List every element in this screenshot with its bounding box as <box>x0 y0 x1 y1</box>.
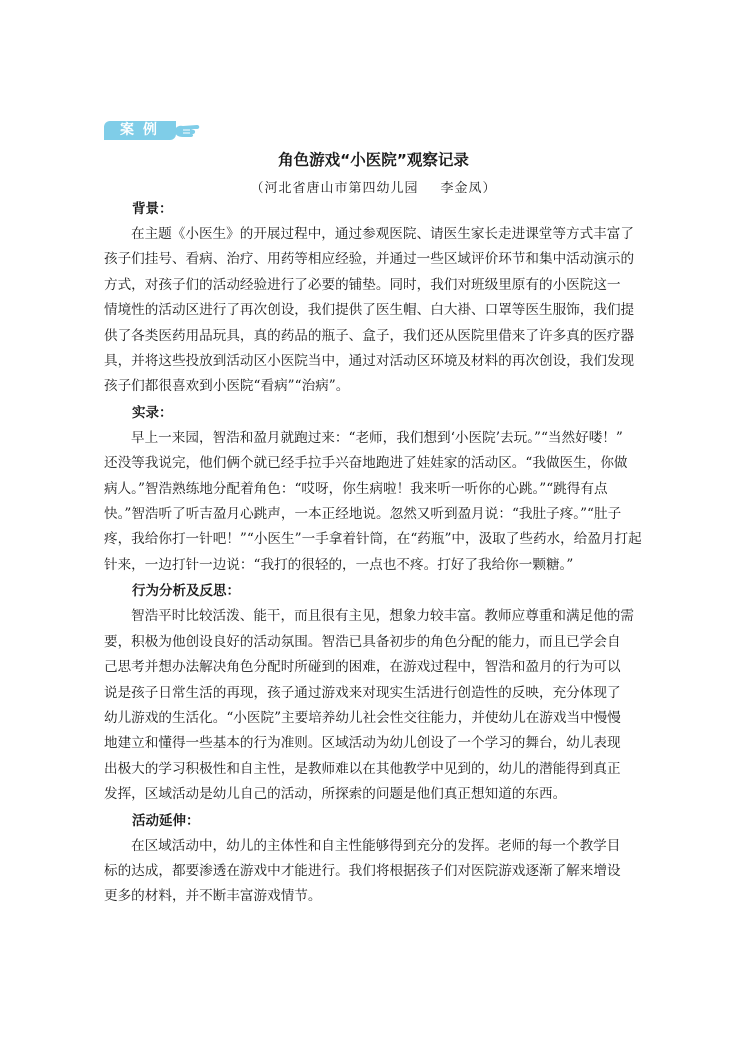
section-paragraph-analysis <box>104 604 650 807</box>
paragraph-line: 出极大的学习积极性和自主性，是教师难以在其他教学中见到的，幼儿的潜能得到真正 <box>104 760 621 777</box>
section-heading-analysis: 行为分析及反思： <box>132 583 240 600</box>
case-badge <box>104 121 203 140</box>
paragraph-line: 要，积极为他创设良好的活动氛围。智浩已具备初步的角色分配的能力，而且已学会自 <box>104 633 621 650</box>
byline-school: （河北省唐山市第四幼儿园 <box>250 181 419 196</box>
paragraph-line: 幼儿游戏的生活化。“小医院”主要培养幼儿社会性交往能力，并使幼儿在游戏当中慢慢 <box>104 709 621 726</box>
paragraph-line: 标的达成，都要渗透在游戏中才能进行。我们将根据孩子们对医院游戏逐渐了解来增设 <box>104 862 621 879</box>
paragraph-line: 病人。”智浩熟练地分配着角色：“哎呀，你生病啦！我来听一听你的心跳。”“跳得有点 <box>104 480 608 497</box>
paragraph-line: 供了各类医药用品玩具，真的药品的瓶子、盒子，我们还从医院里借来了许多真的医疗器 <box>104 327 635 344</box>
paragraph-line: 发挥，区域活动是幼儿自己的活动，所探索的问题是他们真正想知道的东西。 <box>104 786 567 803</box>
paragraph-line: 情境性的活动区进行了再次创设，我们提供了医生帽、白大褂、口罩等医生服饰，我们提 <box>104 302 635 319</box>
paragraph-line: 己思考并想办法解决角色分配时所碰到的困难，在游戏过程中，智浩和盈月的行为可以 <box>104 659 621 676</box>
paragraph-line: 孩子们都很喜欢到小医院“看病”“治病”。 <box>104 378 350 395</box>
article-body <box>104 196 650 910</box>
section-heading-record: 实录： <box>132 404 173 421</box>
byline <box>0 177 747 196</box>
paragraph-line: 说是孩子日常生活的再现，孩子通过游戏来对现实生活进行创造性的反映，充分体现了 <box>104 684 621 701</box>
paragraph-line: 疼，我给你打一针吧！”“小医生”一手拿着针筒，在“药瓶”中，汲取了些药水，给盈月打起 <box>104 531 642 548</box>
paragraph-line: 智浩平时比较活泼、能干，而且很有主见，想象力较丰富。教师应尊重和满足他的需 <box>131 608 634 625</box>
paragraph-line: 更多的材料，并不断丰富游戏情节。 <box>104 888 322 905</box>
page-title: 角色游戏“小医院”观察记录 <box>278 151 469 169</box>
paragraph-line: 在主题《小医生》的开展过程中，通过参观医院、请医生家长走进课堂等方式丰富了 <box>131 226 634 242</box>
paragraph-line: 针来，一边打针一边说：“我打的很轻的，一点也不疼。打好了我给你一颗糖。” <box>104 556 574 573</box>
section-paragraph-extension <box>104 834 650 910</box>
section-paragraph-background <box>104 222 650 400</box>
section-paragraph-record <box>104 426 650 578</box>
paragraph-line: 还没等我说完，他们俩个就已经手拉手兴奋地跑进了娃娃家的活动区。“我做医生，你做 <box>104 455 628 472</box>
paragraph-line: 方式，对孩子们的活动经验进行了必要的铺垫。同时，我们对班级里原有的小医院这一 <box>104 276 621 293</box>
paragraph-line: 在区域活动中，幼儿的主体性和自主性能够得到充分的发挥。老师的每一个教学目 <box>131 837 621 854</box>
byline-author: 李金凤） <box>440 181 497 196</box>
pointing-hand-icon <box>173 121 203 140</box>
paragraph-line: 地建立和懂得一些基本的行为准则。区域活动为幼儿创设了一个学习的舞台，幼儿表现 <box>104 735 621 752</box>
paragraph-line: 早上一来园，智浩和盈月就跑过来：“老师，我们想到‘小医院’去玩。”“当然好喽！” <box>131 429 623 446</box>
paragraph-line: 快。”智浩听了听吉盈月心跳声，一本正经地说。忽然又听到盈月说：“我肚子疼。”“肚子 <box>104 506 622 523</box>
paragraph-line: 孩子们挂号、看病、治疗、用药等相应经验，并通过一些区域评价环节和集中活动演示的 <box>104 251 635 268</box>
section-heading-extension: 活动延伸： <box>132 812 200 829</box>
paragraph-line: 具，并将这些投放到活动区小医院当中，通过对活动区环境及材料的再次创设，我们发现 <box>104 353 635 370</box>
section-heading-background: 背景： <box>132 201 173 217</box>
case-badge-label: 案例 <box>104 121 176 140</box>
